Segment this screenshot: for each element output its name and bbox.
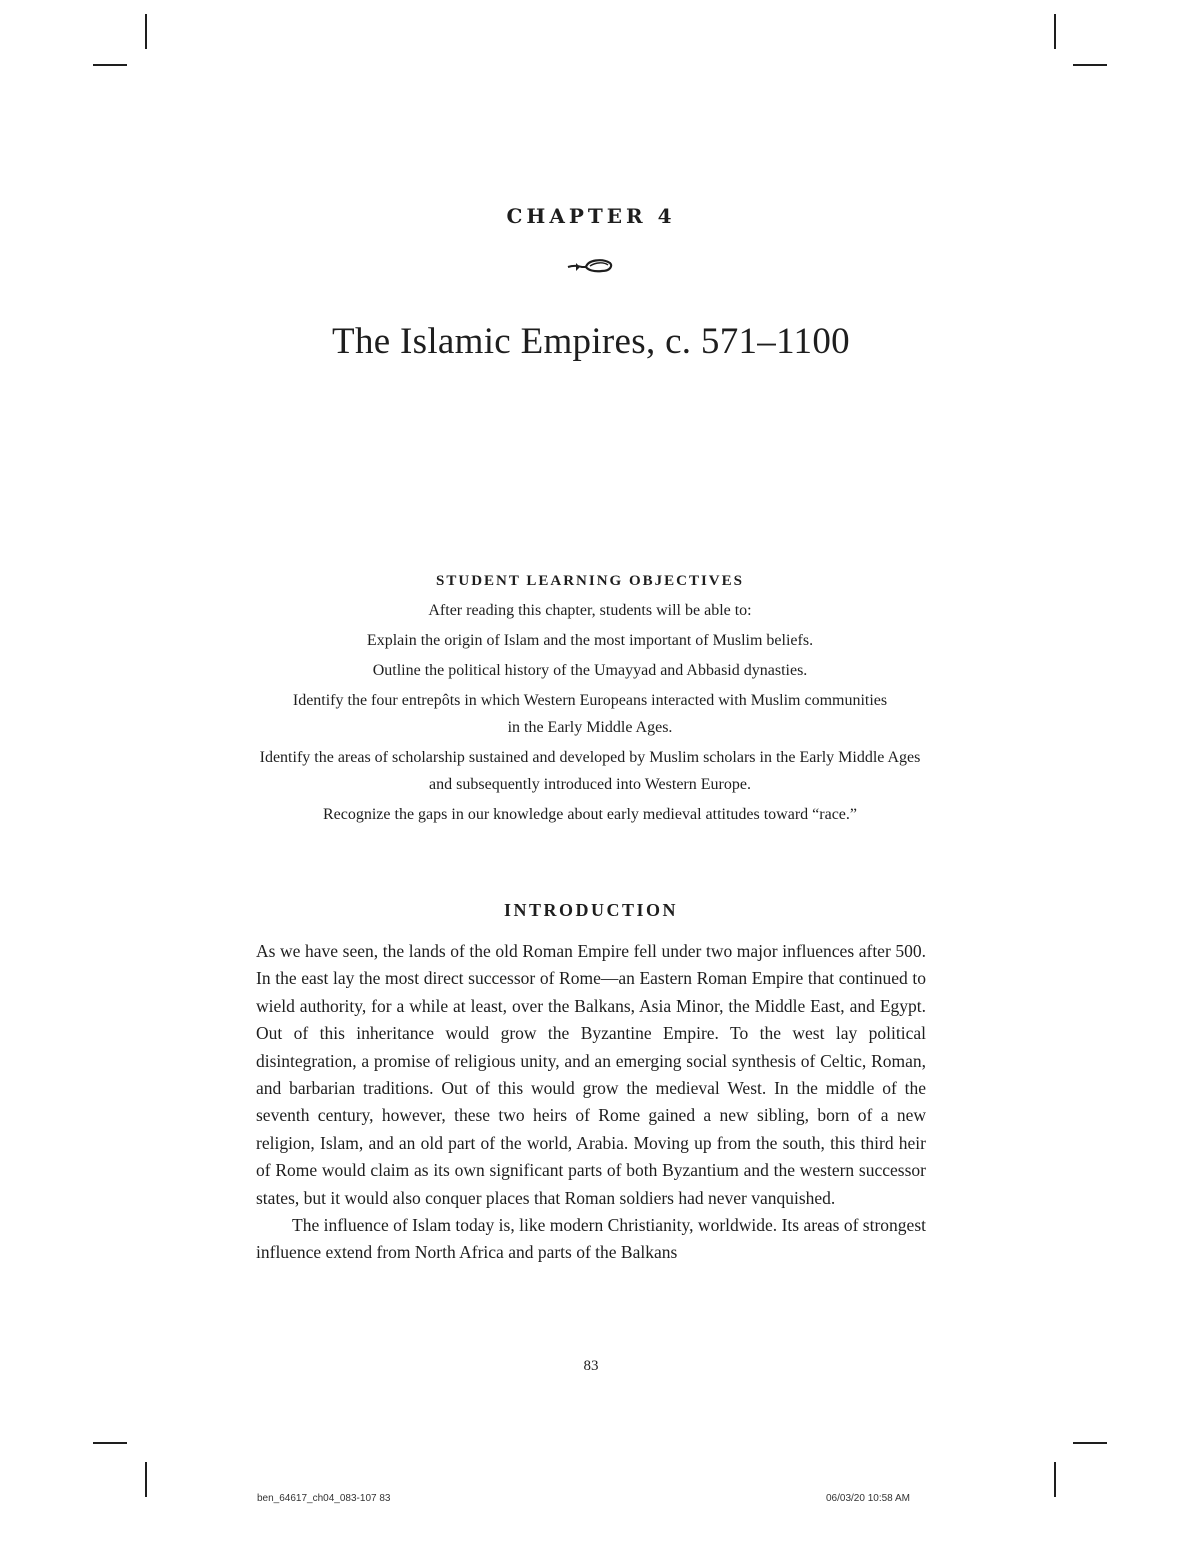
objectives-heading: STUDENT LEARNING OBJECTIVES: [436, 573, 744, 589]
chapter-title: The Islamic Empires, c. 571–1100: [332, 321, 850, 362]
objective-item: Recognize the gaps in our knowledge about early medieval attitudes toward “race.”: [322, 806, 857, 823]
printer-slug-timestamp: 06/03/20 10:58 AM: [826, 1493, 910, 1504]
crop-mark-bottom-left-horizontal: [93, 1442, 127, 1444]
page-number: 83: [583, 1358, 599, 1374]
crop-mark-top-left-vertical: [145, 14, 147, 49]
printer-slug-file: ben_64617_ch04_083-107 83: [257, 1493, 391, 1504]
objective-item: Identify the four entrepôts in which Western Europeans interacted with Muslim communities in the Early Middle Ages.: [292, 692, 888, 736]
body-paragraph: As we have seen, the lands of the old Roman Empire fell under two major influences after 500. In the east lay the most direct successor of Rome—an Eastern Roman Empire that continued to wield authority, for a while at least, over the Balkans, Asia Minor, the Middle East, and Egypt. Out of this inheritance would grow the Byzantine Empire. To the west lay political disintegration, a promise of religious unity, and an emerging social synthesis of Celtic, Roman, and barbarian traditions. Out of this would grow the medieval West. In the middle of the seventh century, however, these two heirs of Rome gained a new sibling, born of a new religion, Islam, and an old part of the world, Arabia. Moving up from the south, this third heir of Rome would claim as its own significant parts of both Byzantium and the western successor states, but it would also conquer places that Roman soldiers had never vanquished.: [256, 941, 926, 1208]
objectives-intro: After reading this chapter, students will be able to:: [428, 602, 752, 619]
crop-mark-top-left-horizontal: [93, 64, 127, 66]
introduction-body: [256, 938, 926, 1267]
crop-mark-top-right-vertical: [1054, 14, 1056, 49]
body-paragraph: The influence of Islam today is, like modern Christianity, worldwide. Its areas of strongest influence extend from North Africa and parts of the Balkans: [256, 1215, 926, 1263]
learning-objectives: [250, 568, 930, 831]
crop-mark-bottom-right-vertical: [1054, 1462, 1056, 1497]
objective-item: Identify the areas of scholarship sustained and developed by Muslim scholars in the Early Middle Ages and subsequently introduced into Western Europe.: [259, 749, 921, 793]
crop-mark-bottom-left-vertical: [145, 1462, 147, 1497]
objective-item: Explain the origin of Islam and the most important of Muslim beliefs.: [366, 632, 814, 649]
crop-mark-bottom-right-horizontal: [1073, 1442, 1107, 1444]
chapter-label: CHAPTER 4: [506, 204, 676, 228]
objective-item: Outline the political history of the Umayyad and Abbasid dynasties.: [372, 662, 808, 679]
introduction-heading: INTRODUCTION: [503, 900, 679, 920]
fleuron-ornament-icon: [566, 254, 614, 278]
crop-mark-top-right-horizontal: [1073, 64, 1107, 66]
